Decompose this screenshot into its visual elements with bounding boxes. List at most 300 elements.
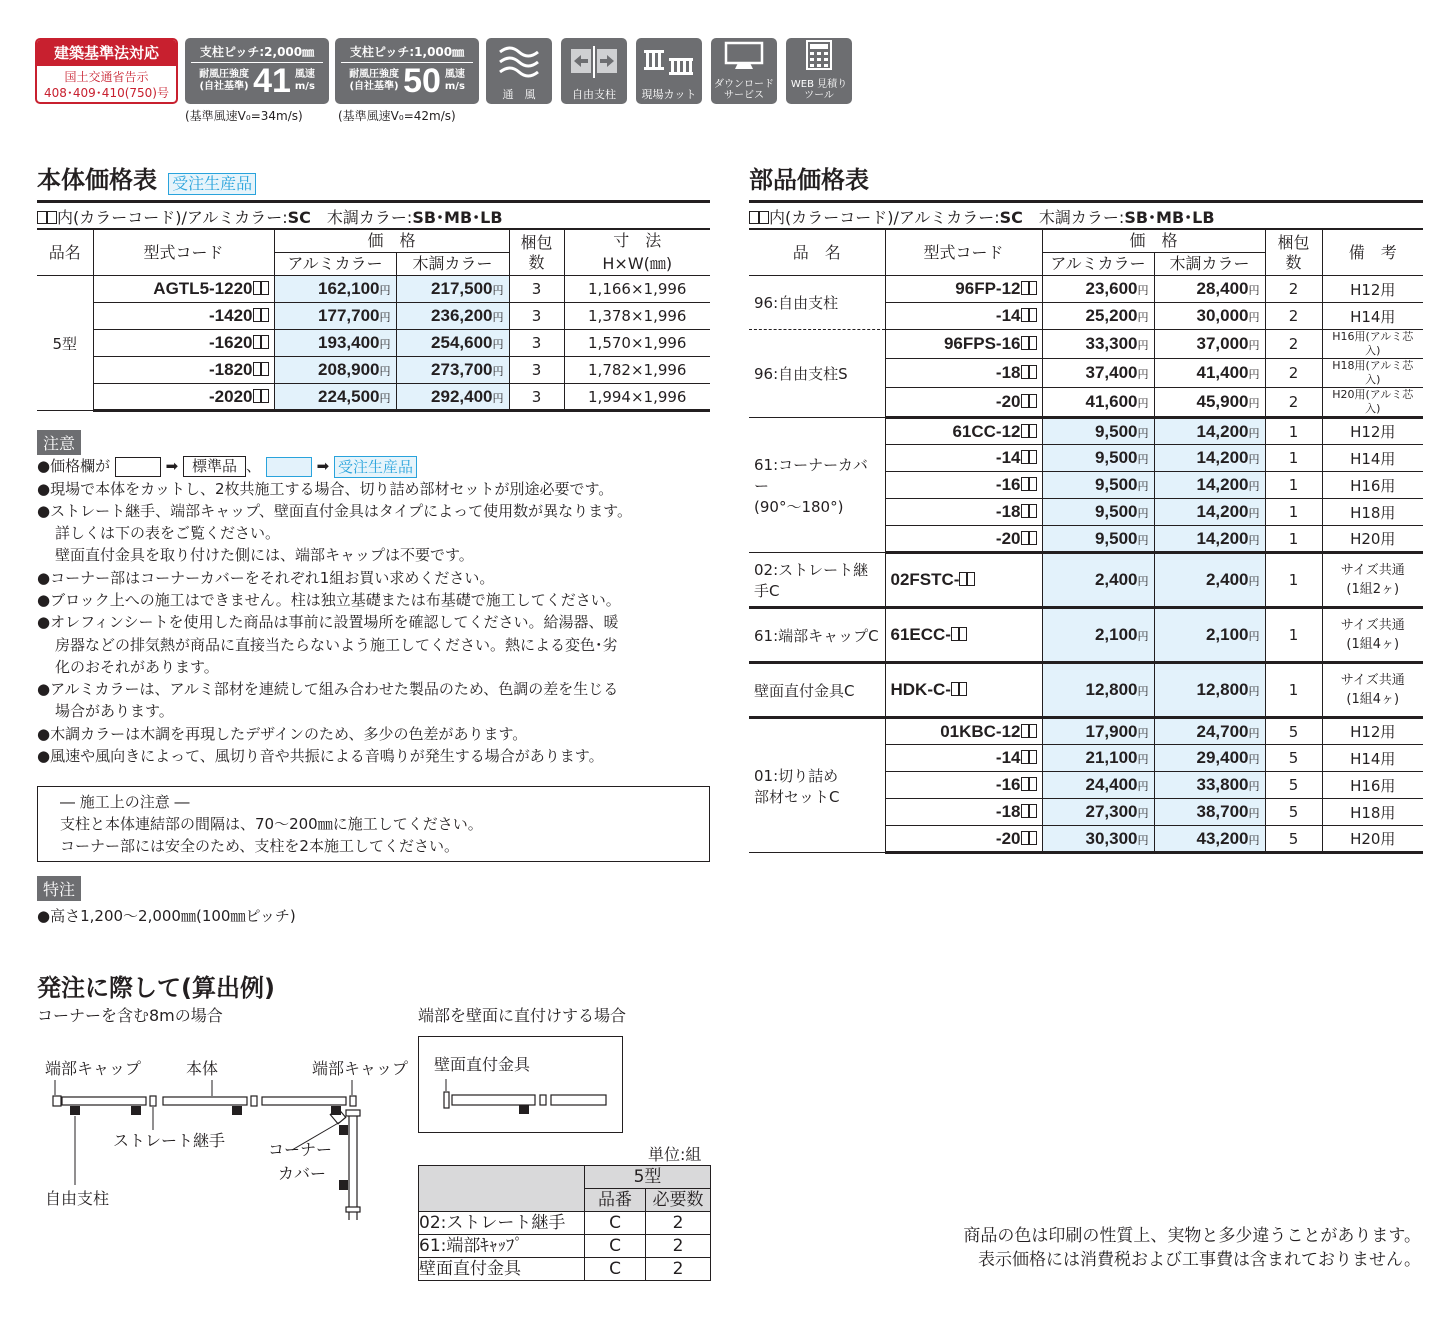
- standard-product-label: 標準品: [183, 456, 246, 477]
- alu-price: 37,400: [1085, 363, 1138, 382]
- yen-unit: 円: [379, 392, 391, 405]
- yen-unit: 円: [1248, 686, 1260, 698]
- table-row: [749, 330, 1423, 359]
- parts-price-section: [749, 160, 1423, 854]
- model-code: -18: [995, 502, 1021, 521]
- pack-count: 3: [509, 330, 564, 357]
- yen-unit: 円: [1248, 398, 1260, 410]
- alu-price: 23,600: [1085, 279, 1138, 298]
- wood-price: 41,400: [1196, 363, 1249, 382]
- remark-line: (1組4ヶ): [1346, 637, 1400, 652]
- wood-price: 217,500: [431, 279, 493, 298]
- part-name-line: 61:端部キャップC: [754, 626, 879, 645]
- table-row: [749, 418, 1423, 445]
- wood-price: 29,400: [1196, 748, 1249, 767]
- note-item: 壁面直付金具を取り付けた側には、端部キャップは不要です。: [55, 546, 474, 565]
- wood-price: 12,800: [1196, 680, 1249, 699]
- col-header-code: 型式コード: [93, 229, 274, 276]
- dimensions: 1,994×1,996: [564, 384, 710, 411]
- model-code: 61CC-12: [952, 421, 1021, 441]
- pack-count: 1: [1265, 608, 1322, 663]
- col-header-size: 寸 法: [564, 229, 710, 253]
- wood-price: 37,000: [1196, 334, 1249, 353]
- dimensions: 1,782×1,996: [564, 357, 710, 384]
- model-code: -16: [995, 475, 1021, 494]
- note-item: 詳しくは下の表をご覧ください。: [55, 524, 281, 543]
- col-header-size-unit: H×W(㎜): [564, 253, 710, 276]
- yen-unit: 円: [1137, 686, 1149, 698]
- wood-price: 14,200: [1196, 502, 1249, 521]
- model-code: -1820: [209, 360, 253, 379]
- monitor-icon: [721, 41, 767, 71]
- alu-price: 224,500: [318, 386, 380, 406]
- alu-price: 9,500: [1094, 502, 1138, 521]
- wood-price: 30,000: [1196, 306, 1249, 325]
- alu-price: 33,300: [1085, 334, 1138, 353]
- model-code: -1420: [209, 306, 253, 325]
- parts-price-table: [749, 228, 1423, 854]
- yen-unit: 円: [1248, 285, 1260, 297]
- yen-unit: 円: [1248, 427, 1260, 440]
- pack-count: 1: [1265, 553, 1322, 608]
- construction-caution-title: ― 施工上の注意 ―: [60, 793, 190, 811]
- free-post-badge: [561, 38, 627, 104]
- wood-price: 236,200: [431, 306, 493, 325]
- part-no: C: [585, 1258, 646, 1281]
- part-name-line: 壁面直付金具C: [754, 681, 855, 700]
- model-code: -20: [995, 828, 1021, 848]
- caution-label: 注意: [37, 430, 81, 455]
- pack-count: 2: [1265, 276, 1322, 303]
- pack-count: 1: [1265, 499, 1322, 526]
- wind-sublabel: (自社基準): [199, 81, 249, 92]
- yen-unit: 円: [1248, 631, 1260, 643]
- model-code: -20: [995, 392, 1021, 411]
- pack-count: 2: [1265, 330, 1322, 359]
- yen-unit: 円: [1137, 481, 1149, 493]
- yen-unit: 円: [379, 366, 391, 378]
- pack-count: 3: [509, 357, 564, 384]
- yen-unit: 円: [1248, 781, 1260, 793]
- model-code: -1620: [209, 333, 253, 352]
- yen-unit: 円: [1248, 369, 1260, 381]
- remark: H12用: [1322, 718, 1423, 745]
- color-code-note: [749, 200, 1423, 228]
- yen-unit: 円: [1137, 454, 1149, 466]
- remark: H14用: [1322, 303, 1423, 330]
- construction-caution-line: 支柱と本体連結部の間隔は、70～200㎜に施工してください。: [60, 815, 483, 833]
- yen-unit: 円: [1137, 534, 1149, 547]
- note-item: ●アルミカラーは、アルミ部材を連続して組み合わせた製品のため、色調の差を生じる: [37, 680, 619, 699]
- qty: 2: [646, 1235, 711, 1258]
- remark: H18用: [1322, 799, 1423, 826]
- legend-text: ●価格欄が: [37, 457, 111, 475]
- table-row: [419, 1258, 711, 1281]
- model-code: 02FSTC-: [890, 570, 960, 589]
- yen-unit: 円: [379, 312, 391, 324]
- model-code: -16: [995, 775, 1021, 794]
- yen-unit: 円: [379, 285, 391, 297]
- end-cap-label-right: 端部キャップ: [312, 1059, 409, 1078]
- note-item: 房器などの排気熱が商品に直接当たらないよう施工してください。熱による変色･劣: [55, 635, 618, 654]
- alu-price: 17,900: [1085, 721, 1138, 741]
- pack-count: 5: [1265, 772, 1322, 799]
- model-code: -18: [995, 363, 1021, 382]
- yen-unit: 円: [379, 339, 391, 351]
- yen-unit: 円: [1137, 576, 1149, 588]
- note-item: ●ブロック上への施工はできません。柱は独立基礎または布基礎で施工してください。: [37, 590, 621, 609]
- standard-swatch: [115, 457, 161, 477]
- price-legend: [37, 455, 717, 478]
- wind-label: 耐風圧強度: [349, 69, 400, 80]
- badge-caption: 自由支柱: [572, 88, 616, 101]
- end-cap-label-left: 端部キャップ: [45, 1059, 142, 1078]
- table-row: [37, 276, 710, 303]
- wood-color-label: 木調カラー:: [326, 208, 413, 227]
- alu-color-code: SC: [999, 208, 1023, 227]
- case-corner-label: コーナーを含む8mの場合: [37, 1006, 223, 1025]
- alu-price: 24,400: [1085, 775, 1138, 794]
- alu-price: 9,500: [1094, 448, 1138, 467]
- part-group-name: [749, 330, 885, 418]
- model-code: -18: [995, 802, 1021, 821]
- yen-unit: 円: [492, 312, 504, 324]
- construction-caution-box: [37, 786, 710, 862]
- wind-unit: m/s: [294, 81, 315, 92]
- pack-count: 3: [509, 303, 564, 330]
- qty: 2: [646, 1258, 711, 1281]
- wood-price: 14,200: [1196, 448, 1249, 467]
- case-wall-label: 端部を壁面に直付けする場合: [418, 1006, 627, 1025]
- remark: H18用(アルミ芯入): [1322, 359, 1423, 388]
- yen-unit: 円: [1248, 340, 1260, 352]
- pack-count: 2: [1265, 388, 1322, 418]
- remark: [1322, 663, 1423, 718]
- wood-price: 14,200: [1196, 475, 1249, 494]
- construction-caution-line: コーナー部には安全のため、支柱を2本施工してください。: [60, 837, 459, 855]
- col-header-alu: アルミカラー: [1042, 253, 1154, 276]
- remark: [1322, 553, 1423, 608]
- part-name-line: 61:コーナーカバー: [754, 455, 868, 495]
- wood-color-codes: SB･MB･LB: [1124, 208, 1215, 227]
- note-item: ●木調カラーは木調を再現したデザインのため、多少の色差があります。: [37, 724, 528, 743]
- pack-count: 3: [509, 384, 564, 411]
- yen-unit: 円: [492, 339, 504, 351]
- pack-count: 1: [1265, 663, 1322, 718]
- note-item: 場合があります。: [55, 702, 174, 721]
- pack-count: 5: [1265, 826, 1322, 853]
- wall-bracket-label: 壁面直付金具: [434, 1055, 531, 1074]
- corner-label-1: コーナー: [268, 1140, 333, 1159]
- wood-color-codes: SB･MB･LB: [412, 208, 503, 227]
- col-header-name: 品 名: [749, 229, 885, 276]
- pack-count: 1: [1265, 418, 1322, 445]
- remark: H12用: [1322, 276, 1423, 303]
- post-pitch-label: 支柱ピッチ:2,000㎜: [191, 43, 323, 63]
- wind-strength-badge-41: [185, 38, 329, 104]
- yen-unit: 円: [1137, 727, 1149, 740]
- yen-unit: 円: [1248, 754, 1260, 766]
- model-code: 96FP-12: [955, 279, 1021, 298]
- model-code: -20: [995, 528, 1021, 548]
- alu-price: 25,200: [1085, 306, 1138, 325]
- yen-unit: 円: [1248, 727, 1260, 740]
- table-row: [419, 1235, 711, 1258]
- special-order-label: 特注: [37, 876, 81, 901]
- blank-header: [419, 1166, 585, 1212]
- note-item: ●ストレート継手、端部キャップ、壁面直付金具はタイプによって使用数が異なります。: [37, 501, 632, 520]
- type-header: 5型: [585, 1166, 711, 1189]
- alu-price: 162,100: [318, 279, 380, 298]
- alu-price: 9,500: [1094, 475, 1138, 494]
- download-service-badge: [711, 38, 777, 104]
- table-row: [749, 608, 1423, 663]
- yen-unit: 円: [1137, 631, 1149, 643]
- wind-note: (基準風速V₀=34m/s): [185, 109, 303, 123]
- part-group-name: [749, 553, 885, 608]
- wood-price: 38,700: [1196, 802, 1249, 821]
- table-row: [749, 718, 1423, 745]
- wood-price: 292,400: [431, 386, 493, 406]
- required-parts-table: [418, 1165, 711, 1281]
- site-cut-badge: [636, 38, 702, 104]
- table-row: [749, 553, 1423, 608]
- model-code: -14: [995, 306, 1021, 325]
- part-group-name: [749, 718, 885, 853]
- model-code: AGTL5-1220: [153, 279, 253, 298]
- remark-line: (1組4ヶ): [1346, 692, 1400, 707]
- law-badge-title: 建築基準法対応: [37, 40, 176, 66]
- main-price-section: [37, 160, 710, 412]
- wood-price: 43,200: [1196, 828, 1249, 848]
- yen-unit: 円: [1248, 576, 1260, 588]
- pack-count: 2: [1265, 359, 1322, 388]
- color-note-text: 内(カラーコード)/アルミカラー:: [769, 208, 1000, 227]
- badge-caption: ダウンロード サービス: [714, 79, 774, 101]
- alu-price: 193,400: [318, 333, 380, 352]
- yen-unit: 円: [492, 392, 504, 405]
- remark: H20用: [1322, 526, 1423, 553]
- table-row: [37, 303, 710, 330]
- col-header-remark: 備 考: [1322, 229, 1423, 276]
- wood-price: 14,200: [1196, 421, 1249, 441]
- part-group-name: [749, 276, 885, 330]
- model-code: 61ECC-: [890, 625, 951, 644]
- wood-price: 24,700: [1196, 721, 1249, 741]
- pack-count: 5: [1265, 799, 1322, 826]
- law-badge-line1: 国土交通省告示: [64, 70, 149, 84]
- part-name: 61:端部ｷｬｯﾌﾟ: [419, 1235, 585, 1258]
- alu-price: 30,300: [1085, 828, 1138, 848]
- law-badge-line2: 408･409･410(750)号: [44, 86, 169, 100]
- wall-mount-diagram-box: [418, 1036, 623, 1133]
- yen-unit: 円: [1137, 340, 1149, 352]
- part-name-line: 96:自由支柱: [754, 294, 839, 312]
- legend-sep: 、: [246, 457, 262, 475]
- parts-price-title: 部品価格表: [749, 166, 869, 194]
- yen-unit: 円: [1248, 808, 1260, 820]
- yen-unit: 円: [1137, 398, 1149, 410]
- wind-note: (基準風速V₀=42m/s): [338, 109, 456, 123]
- arrow-right-icon: ➡: [316, 457, 330, 475]
- wood-color-label: 木調カラー:: [1038, 208, 1125, 227]
- wood-price: 2,100: [1205, 625, 1249, 644]
- remark: H14用: [1322, 445, 1423, 472]
- part-name-line: 01:切り詰め: [754, 766, 839, 785]
- ventilation-badge: [486, 38, 552, 104]
- yen-unit: 円: [492, 285, 504, 297]
- note-item: ●オレフィンシートを使用した商品は事前に設置場所を確認してください。給湯器、暖: [37, 613, 619, 632]
- remark: H18用: [1322, 499, 1423, 526]
- pack-count: 3: [509, 276, 564, 303]
- col-header-name: 品名: [37, 229, 93, 276]
- color-code-note: [37, 200, 710, 228]
- yen-unit: 円: [1137, 427, 1149, 440]
- pack-count: 5: [1265, 745, 1322, 772]
- order-product-tag: 受注生産品: [168, 173, 256, 195]
- remark: H20用(アルミ芯入): [1322, 388, 1423, 418]
- notes-section: [37, 430, 717, 767]
- pack-count: 1: [1265, 445, 1322, 472]
- qty: 2: [646, 1212, 711, 1235]
- col-header-pack: 梱包 数: [1265, 229, 1322, 276]
- part-name-line: 96:自由支柱S: [754, 365, 848, 383]
- wind-value: 50: [403, 62, 441, 100]
- remark: [1322, 608, 1423, 663]
- part-group-name: [749, 418, 885, 553]
- alu-price: 208,900: [318, 360, 380, 379]
- table-row: [37, 357, 710, 384]
- order-product-label: 受注生産品: [334, 456, 417, 478]
- part-group-name: [749, 663, 885, 718]
- wind-label: 耐風圧強度: [199, 69, 250, 80]
- remark: H16用: [1322, 472, 1423, 499]
- alu-price: 12,800: [1085, 680, 1138, 699]
- remark-line: (1組2ヶ): [1346, 582, 1400, 597]
- yen-unit: 円: [1248, 834, 1260, 847]
- alu-price: 177,700: [318, 306, 380, 325]
- pack-count: 2: [1265, 303, 1322, 330]
- wind-value: 41: [253, 62, 291, 100]
- wood-price: 33,800: [1196, 775, 1249, 794]
- badge-caption: 通 風: [502, 88, 536, 101]
- col-header-price: 価 格: [1042, 229, 1265, 253]
- wood-price: 14,200: [1196, 528, 1249, 548]
- wood-price: 254,600: [431, 333, 493, 352]
- yen-unit: 円: [1248, 481, 1260, 493]
- badge-caption: WEB 見積りツール: [790, 79, 848, 101]
- color-note-text: 内(カラーコード)/アルミカラー:: [57, 208, 288, 227]
- wood-price: 45,900: [1196, 392, 1249, 411]
- table-row: [37, 330, 710, 357]
- order-example-title: 発注に際して(算出例): [37, 974, 275, 1002]
- web-estimate-badge: [786, 38, 852, 104]
- yen-unit: 円: [1137, 754, 1149, 766]
- col-header-wood: 木調カラー: [396, 253, 509, 276]
- yen-unit: 円: [1137, 508, 1149, 520]
- model-code: 01KBC-12: [940, 721, 1021, 741]
- remark: H16用(アルミ芯入): [1322, 330, 1423, 359]
- alu-price: 27,300: [1085, 802, 1138, 821]
- pack-count: 5: [1265, 718, 1322, 745]
- body-label: 本体: [186, 1059, 219, 1078]
- part-no: C: [585, 1212, 646, 1235]
- main-price-title: 本体価格表: [37, 166, 157, 194]
- wood-price: 28,400: [1196, 279, 1249, 298]
- col-header-code: 型式コード: [885, 229, 1042, 276]
- table-row: [749, 276, 1423, 303]
- pack-count: 1: [1265, 526, 1322, 553]
- wood-price: 2,400: [1205, 570, 1249, 589]
- table-row: [37, 384, 710, 411]
- free-post-icon: [568, 44, 620, 80]
- unit-label: 単位:組: [648, 1145, 702, 1164]
- wind-unit-label: 風速: [444, 69, 465, 80]
- alu-price: 2,100: [1094, 625, 1138, 644]
- badge-caption: 現場カット: [641, 88, 697, 101]
- remark-line: サイズ共通: [1340, 673, 1405, 688]
- qty-header: 必要数: [646, 1189, 711, 1212]
- model-code: HDK-C-: [890, 680, 951, 699]
- col-header-wood: 木調カラー: [1154, 253, 1265, 276]
- yen-unit: 円: [1137, 285, 1149, 297]
- pack-count: 1: [1265, 472, 1322, 499]
- joint-label: ストレート継手: [113, 1131, 226, 1150]
- alu-price: 21,100: [1085, 748, 1138, 767]
- part-name-line: 02:ストレート継手C: [754, 560, 869, 600]
- special-order-text: ●高さ1,200～2,000㎜(100㎜ピッチ): [37, 907, 296, 925]
- main-price-table: [37, 228, 710, 412]
- model-code: -14: [995, 748, 1021, 767]
- remark-line: サイズ共通: [1340, 618, 1405, 633]
- yen-unit: 円: [1248, 454, 1260, 466]
- wall-mount-diagram: [419, 1077, 624, 1132]
- remark: H12用: [1322, 418, 1423, 445]
- yen-unit: 円: [1137, 369, 1149, 381]
- special-order-section: [37, 876, 296, 927]
- col-header-price: 価 格: [274, 229, 509, 253]
- yen-unit: 円: [1137, 312, 1149, 324]
- yen-unit: 円: [1137, 834, 1149, 847]
- model-code: 96FPS-16: [943, 334, 1021, 353]
- alu-price: 2,400: [1094, 570, 1138, 589]
- alu-price: 9,500: [1094, 421, 1138, 441]
- corner-label-2: カバー: [278, 1164, 327, 1183]
- arrow-right-icon: ➡: [165, 457, 179, 475]
- remark: H16用: [1322, 772, 1423, 799]
- model-code: -2020: [209, 386, 253, 406]
- col-header-pack: 梱包 数: [509, 229, 564, 276]
- corner-layout-diagram: [40, 1070, 380, 1220]
- wind-icon: [496, 44, 542, 80]
- part-no-header: 品番: [585, 1189, 646, 1212]
- part-name: 02:ストレート継手: [419, 1212, 585, 1235]
- note-item: 化のおそれがあります。: [55, 657, 219, 676]
- wind-sublabel: (自社基準): [349, 81, 399, 92]
- building-law-badge: [35, 38, 178, 104]
- wind-strength-badge-50: [335, 38, 479, 104]
- post-pitch-label: 支柱ピッチ:1,000㎜: [341, 43, 473, 63]
- yen-unit: 円: [1248, 534, 1260, 547]
- site-cut-icon: [641, 44, 697, 80]
- order-swatch: [266, 457, 312, 477]
- note-item: ●現場で本体をカットし、2枚共施工する場合、切り詰め部材セットが別途必要です。: [37, 479, 614, 498]
- wood-price: 273,700: [431, 360, 493, 379]
- note-item: ●風速や風向きによって、風切り音や共振による音鳴りが発生する場合があります。: [37, 747, 604, 766]
- part-name: 壁面直付金具: [419, 1258, 585, 1281]
- part-name-line: (90°～180°): [754, 497, 844, 516]
- post-label: 自由支柱: [45, 1189, 110, 1208]
